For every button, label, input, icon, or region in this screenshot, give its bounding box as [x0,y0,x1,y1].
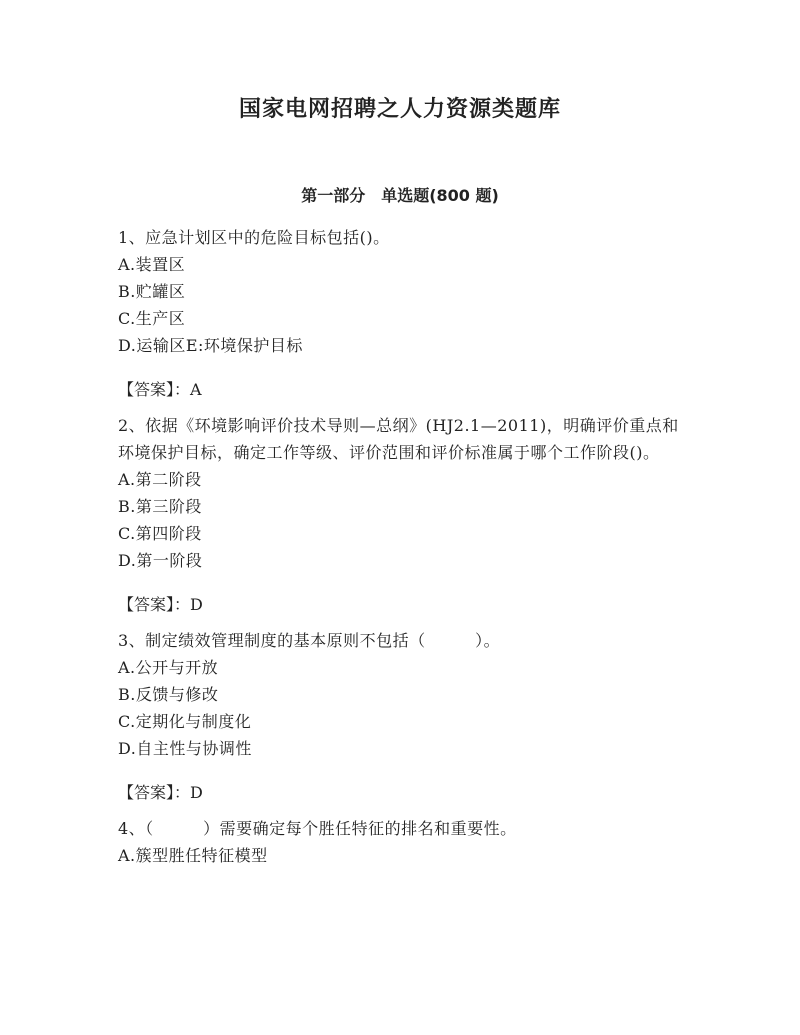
answer-label: 【答案】： [118,783,191,802]
option-a: A.簇型胜任特征模型 [118,846,268,865]
option-d: D.自主性与协调性 [118,739,252,758]
question-block [118,224,688,403]
answer-value: D [190,595,203,614]
document-title: 国家电网招聘之人力资源类题库 [238,97,561,122]
option-b: B.第三阶段 [118,497,202,516]
answer-line [118,376,688,403]
option-c: C.定期化与制度化 [118,712,252,731]
question-stem: 4、（ ）需要确定每个胜任特征的排名和重要性。 [118,819,517,838]
option-a: A.装置区 [118,255,186,274]
answer-label: 【答案】： [118,595,191,614]
question-block [118,627,688,806]
answer-value: A [190,380,202,399]
question-block [118,815,688,869]
question-stem: 1、应急计划区中的危险目标包括()。 [118,228,390,247]
option-d: D.运输区E:环境保护目标 [118,336,303,355]
question-stem: 2、依据《环境影响评价技术导则—总纲》(HJ2.1—2011)，明确评价重点和环境保护目标，确定工作等级、评价范围和评价标准属于哪个工作阶段()。 [118,416,679,462]
question-block [118,412,688,618]
answer-value: D [190,783,203,802]
option-b: B.反馈与修改 [118,685,219,704]
answer-line [118,591,688,618]
answer-label: 【答案】： [118,380,191,399]
option-a: A.公开与开放 [118,658,219,677]
option-b: B.贮罐区 [118,282,186,301]
question-stem: 3、制定绩效管理制度的基本原则不包括（ ）。 [118,631,501,650]
option-c: C.生产区 [118,309,186,328]
option-a: A.第二阶段 [118,470,202,489]
answer-line [118,779,688,806]
option-c: C.第四阶段 [118,524,202,543]
section-heading: 第一部分 单选题(800 题) [301,186,499,205]
option-d: D.第一阶段 [118,551,203,570]
question-list [118,224,688,869]
